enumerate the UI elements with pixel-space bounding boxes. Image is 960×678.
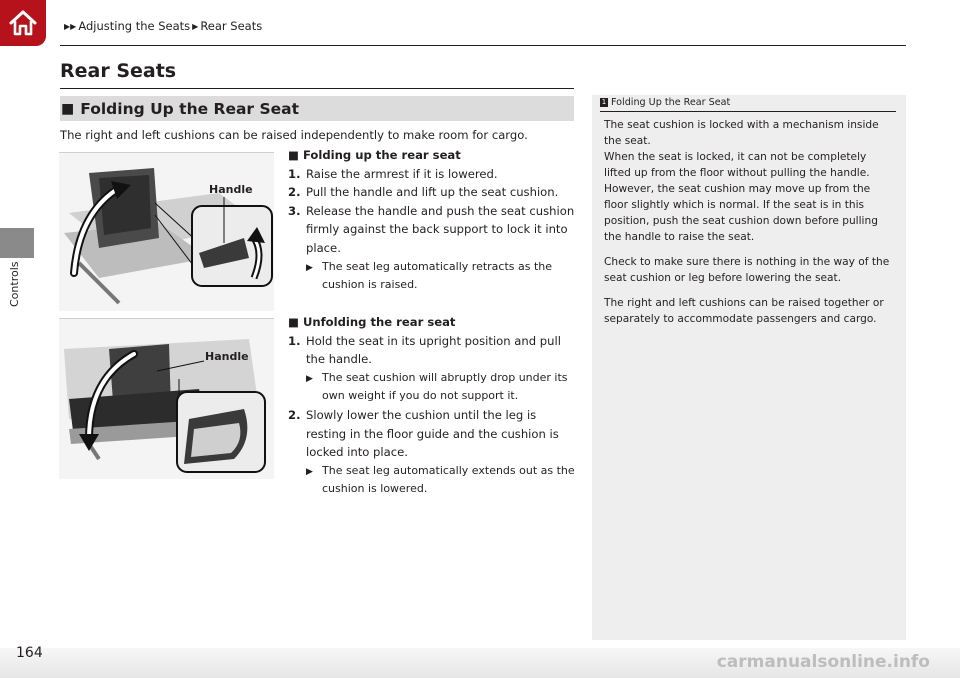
folding-step [288, 183, 578, 202]
step-number: 1. [288, 166, 301, 181]
footer-band [0, 648, 960, 678]
breadcrumb [64, 19, 262, 33]
section-title: Folding Up the Rear Seat [80, 99, 300, 118]
folding-heading [288, 146, 578, 165]
sidebar-heading [600, 97, 896, 112]
title-divider [60, 88, 574, 89]
seat-unfolding-illustration [59, 319, 274, 479]
unfolding-note [288, 462, 578, 499]
breadcrumb-item-adjusting-seats[interactable]: Adjusting the Seats [78, 19, 191, 33]
breadcrumb-item-rear-seats[interactable]: Rear Seats [200, 19, 263, 33]
step-text: Release the handle and push the seat cushion firmly against the back support to lock it into place. [306, 203, 575, 255]
figure-folding-seat [59, 152, 274, 311]
note-text: The seat leg automatically retracts as the cushion is raised. [322, 259, 553, 292]
step-number: 2. [288, 185, 301, 200]
figure-unfolding-seat [59, 318, 274, 479]
section-heading [60, 96, 574, 121]
folding-heading-text: Folding up the rear seat [302, 148, 461, 162]
header-divider [60, 45, 906, 46]
breadcrumb-arrow-icon: ▶ [192, 21, 199, 31]
watermark: carmanualsonline.info [716, 652, 930, 672]
folding-note [288, 258, 578, 295]
reference-number-icon: 1 [601, 98, 607, 106]
unfolding-note [288, 369, 578, 406]
unfolding-step [288, 406, 578, 462]
step-number: 3. [288, 203, 301, 218]
sidebar-paragraph: Check to make sure there is nothing in the way of the seat cushion or leg before lowering the seat. [604, 256, 890, 284]
step-number: 2. [288, 407, 301, 422]
unfolding-instructions [288, 313, 578, 499]
page-number: 164 [16, 645, 43, 661]
folding-step [288, 202, 578, 258]
square-bullet-icon: ■ [288, 315, 299, 329]
step-text: Slowly lower the cushion until the leg is resting in the floor guide and the cushion is locked into place. [306, 407, 559, 460]
square-bullet-icon: ■ [61, 100, 75, 117]
breadcrumb-arrow-icon: ▶▶ [64, 21, 77, 31]
folding-step [288, 165, 578, 184]
note-arrow-icon: ▶ [306, 262, 313, 273]
note-arrow-icon: ▶ [306, 466, 313, 477]
intro-text: The right and left cushions can be raised independently to make room for cargo. [60, 128, 528, 142]
step-text: Pull the handle and lift up the seat cushion. [306, 185, 559, 200]
step-text: Hold the seat in its upright position and pull the handle. [306, 333, 561, 367]
square-bullet-icon: ■ [288, 148, 299, 162]
note-text: The seat leg automatically extends out as the cushion is lowered. [322, 463, 575, 496]
step-text: Raise the armrest if it is lowered. [306, 166, 498, 181]
unfolding-step [288, 332, 578, 369]
note-arrow-icon: ▶ [306, 373, 313, 384]
sidebar-notes [592, 95, 906, 640]
home-button[interactable] [0, 0, 46, 46]
home-icon [8, 9, 38, 37]
sidebar-paragraph: The right and left cushions can be raised together or separately to accommodate passengers and cargo. [604, 297, 884, 325]
note-text: The seat cushion will abruptly drop under its own weight if you do not support it. [322, 370, 568, 403]
page-title: Rear Seats [60, 60, 177, 82]
step-number: 1. [288, 333, 301, 348]
chapter-tab-label[interactable]: Controls [8, 262, 21, 308]
folding-instructions [288, 146, 578, 295]
chapter-tab-marker[interactable] [0, 228, 34, 258]
sidebar-text [604, 117, 896, 336]
sidebar-heading-text: Folding Up the Rear Seat [611, 97, 731, 108]
seat-folding-illustration [59, 153, 274, 311]
sidebar-paragraph: The seat cushion is locked with a mechanism inside the seat. When the seat is locked, it can not be completely lifted up from the floor without pulling the handle. However, the seat cushion may move up from the floor slightly which is normal. If the seat is in this position, push the seat cushion down before pulling the handle to raise the seat. [604, 119, 879, 243]
figure2-handle-label: Handle [205, 350, 249, 363]
unfolding-heading [288, 313, 578, 332]
figure1-handle-label: Handle [209, 183, 253, 196]
unfolding-heading-text: Unfolding the rear seat [302, 315, 456, 329]
